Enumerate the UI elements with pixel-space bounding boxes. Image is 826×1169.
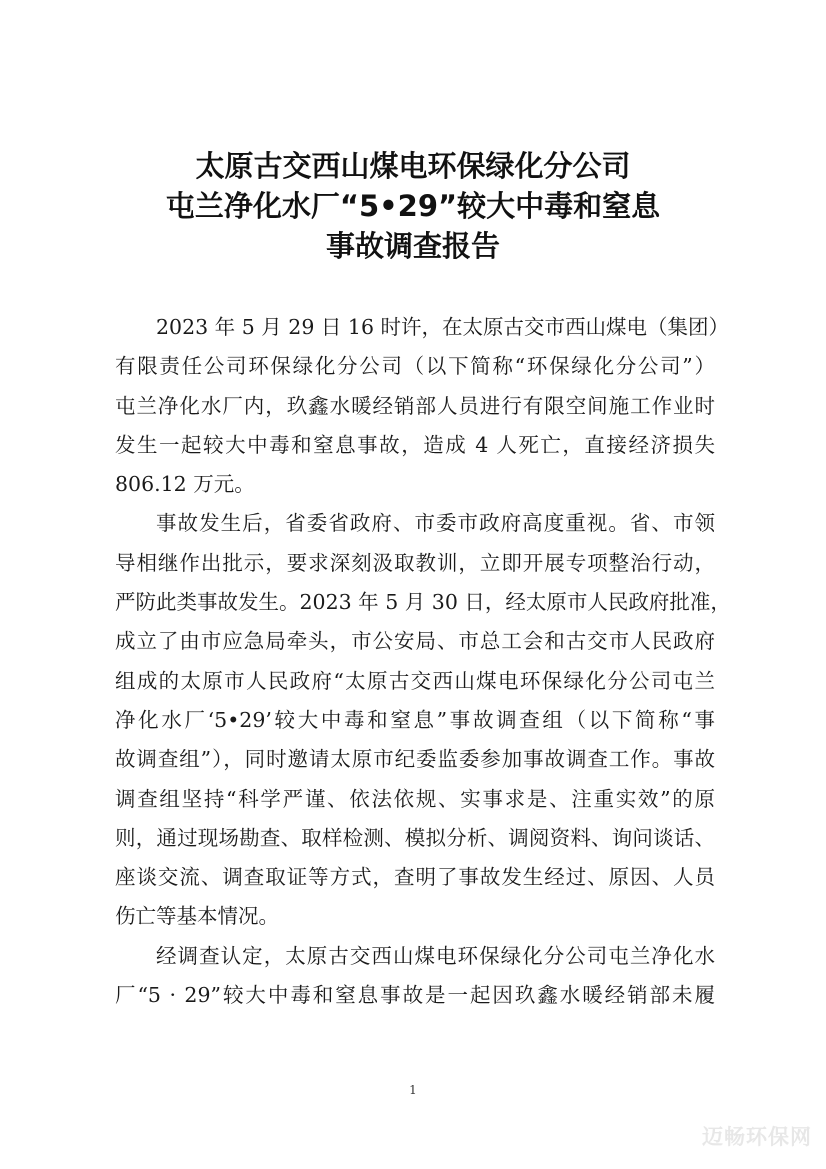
paragraph-1-line: 806.12 万元。 — [115, 472, 255, 497]
paragraph-2-line: 则，通过现场勘查、取样检测、模拟分析、调阅资料、询问谈话、 — [115, 825, 715, 850]
title-line-2: 屯兰净化水厂“5•29”较大中毒和窒息 — [165, 189, 661, 223]
paragraph-2-line: 净化水厂‘5•29’较大中毒和窒息”事故调查组（以下简称“事 — [115, 707, 715, 732]
paragraph-2-line: 座谈交流、调查取证等方式，查明了事故发生经过、原因、人员 — [115, 865, 715, 890]
paragraph-2-line: 严防此类事故发生。2023 年 5 月 30 日，经太原市人民政府批准， — [115, 590, 731, 615]
watermark-logo: 迈畅环保网 — [702, 1125, 812, 1149]
paragraph-1-line: 有限责任公司环保绿化分公司（以下简称“环保绿化分公司”） — [115, 354, 715, 379]
paragraph-1-line: 发生一起较大中毒和窒息事故，造成 4 人死亡，直接经济损失 — [115, 432, 715, 457]
report-body — [115, 308, 731, 1015]
paragraph-2-line: 导相继作出批示，要求深刻汲取教训，立即开展专项整治行动， — [115, 550, 715, 575]
paragraph-2-line: 调查组坚持“科学严谨、依法依规、实事求是、注重实效”的原 — [115, 786, 715, 811]
paragraph-2-line: 成立了由市应急局牵头，市公安局、市总工会和古交市人民政府 — [115, 629, 715, 654]
paragraph-1-line: 2023 年 5 月 29 日 16 时许，在太原古交市西山煤电（集团） — [156, 315, 729, 339]
paragraph-2-line: 事故发生后，省委省政府、市委市政府高度重视。省、市领 — [156, 511, 715, 536]
title-line-1: 太原古交西山煤电环保绿化分公司 — [195, 149, 631, 183]
title-line-3: 事故调查报告 — [325, 229, 500, 263]
page-number: 1 — [409, 1083, 417, 1097]
paragraph-2-line: 伤亡等基本情况。 — [115, 904, 279, 929]
report-title — [0, 146, 826, 266]
paragraph-3-line: 厂“5 · 29”较大中毒和窒息事故是一起因玖鑫水暖经销部未履 — [115, 983, 715, 1008]
paragraph-2-line: 故调查组”），同时邀请太原市纪委监委参加事故调查工作。事故 — [115, 747, 715, 772]
paragraph-2-line: 组成的太原市人民政府“太原古交西山煤电环保绿化分公司屯兰 — [115, 668, 715, 693]
paragraph-3-line: 经调查认定，太原古交西山煤电环保绿化分公司屯兰净化水 — [156, 943, 715, 968]
paragraph-1-line: 屯兰净化水厂内，玖鑫水暖经销部人员进行有限空间施工作业时 — [115, 393, 715, 418]
